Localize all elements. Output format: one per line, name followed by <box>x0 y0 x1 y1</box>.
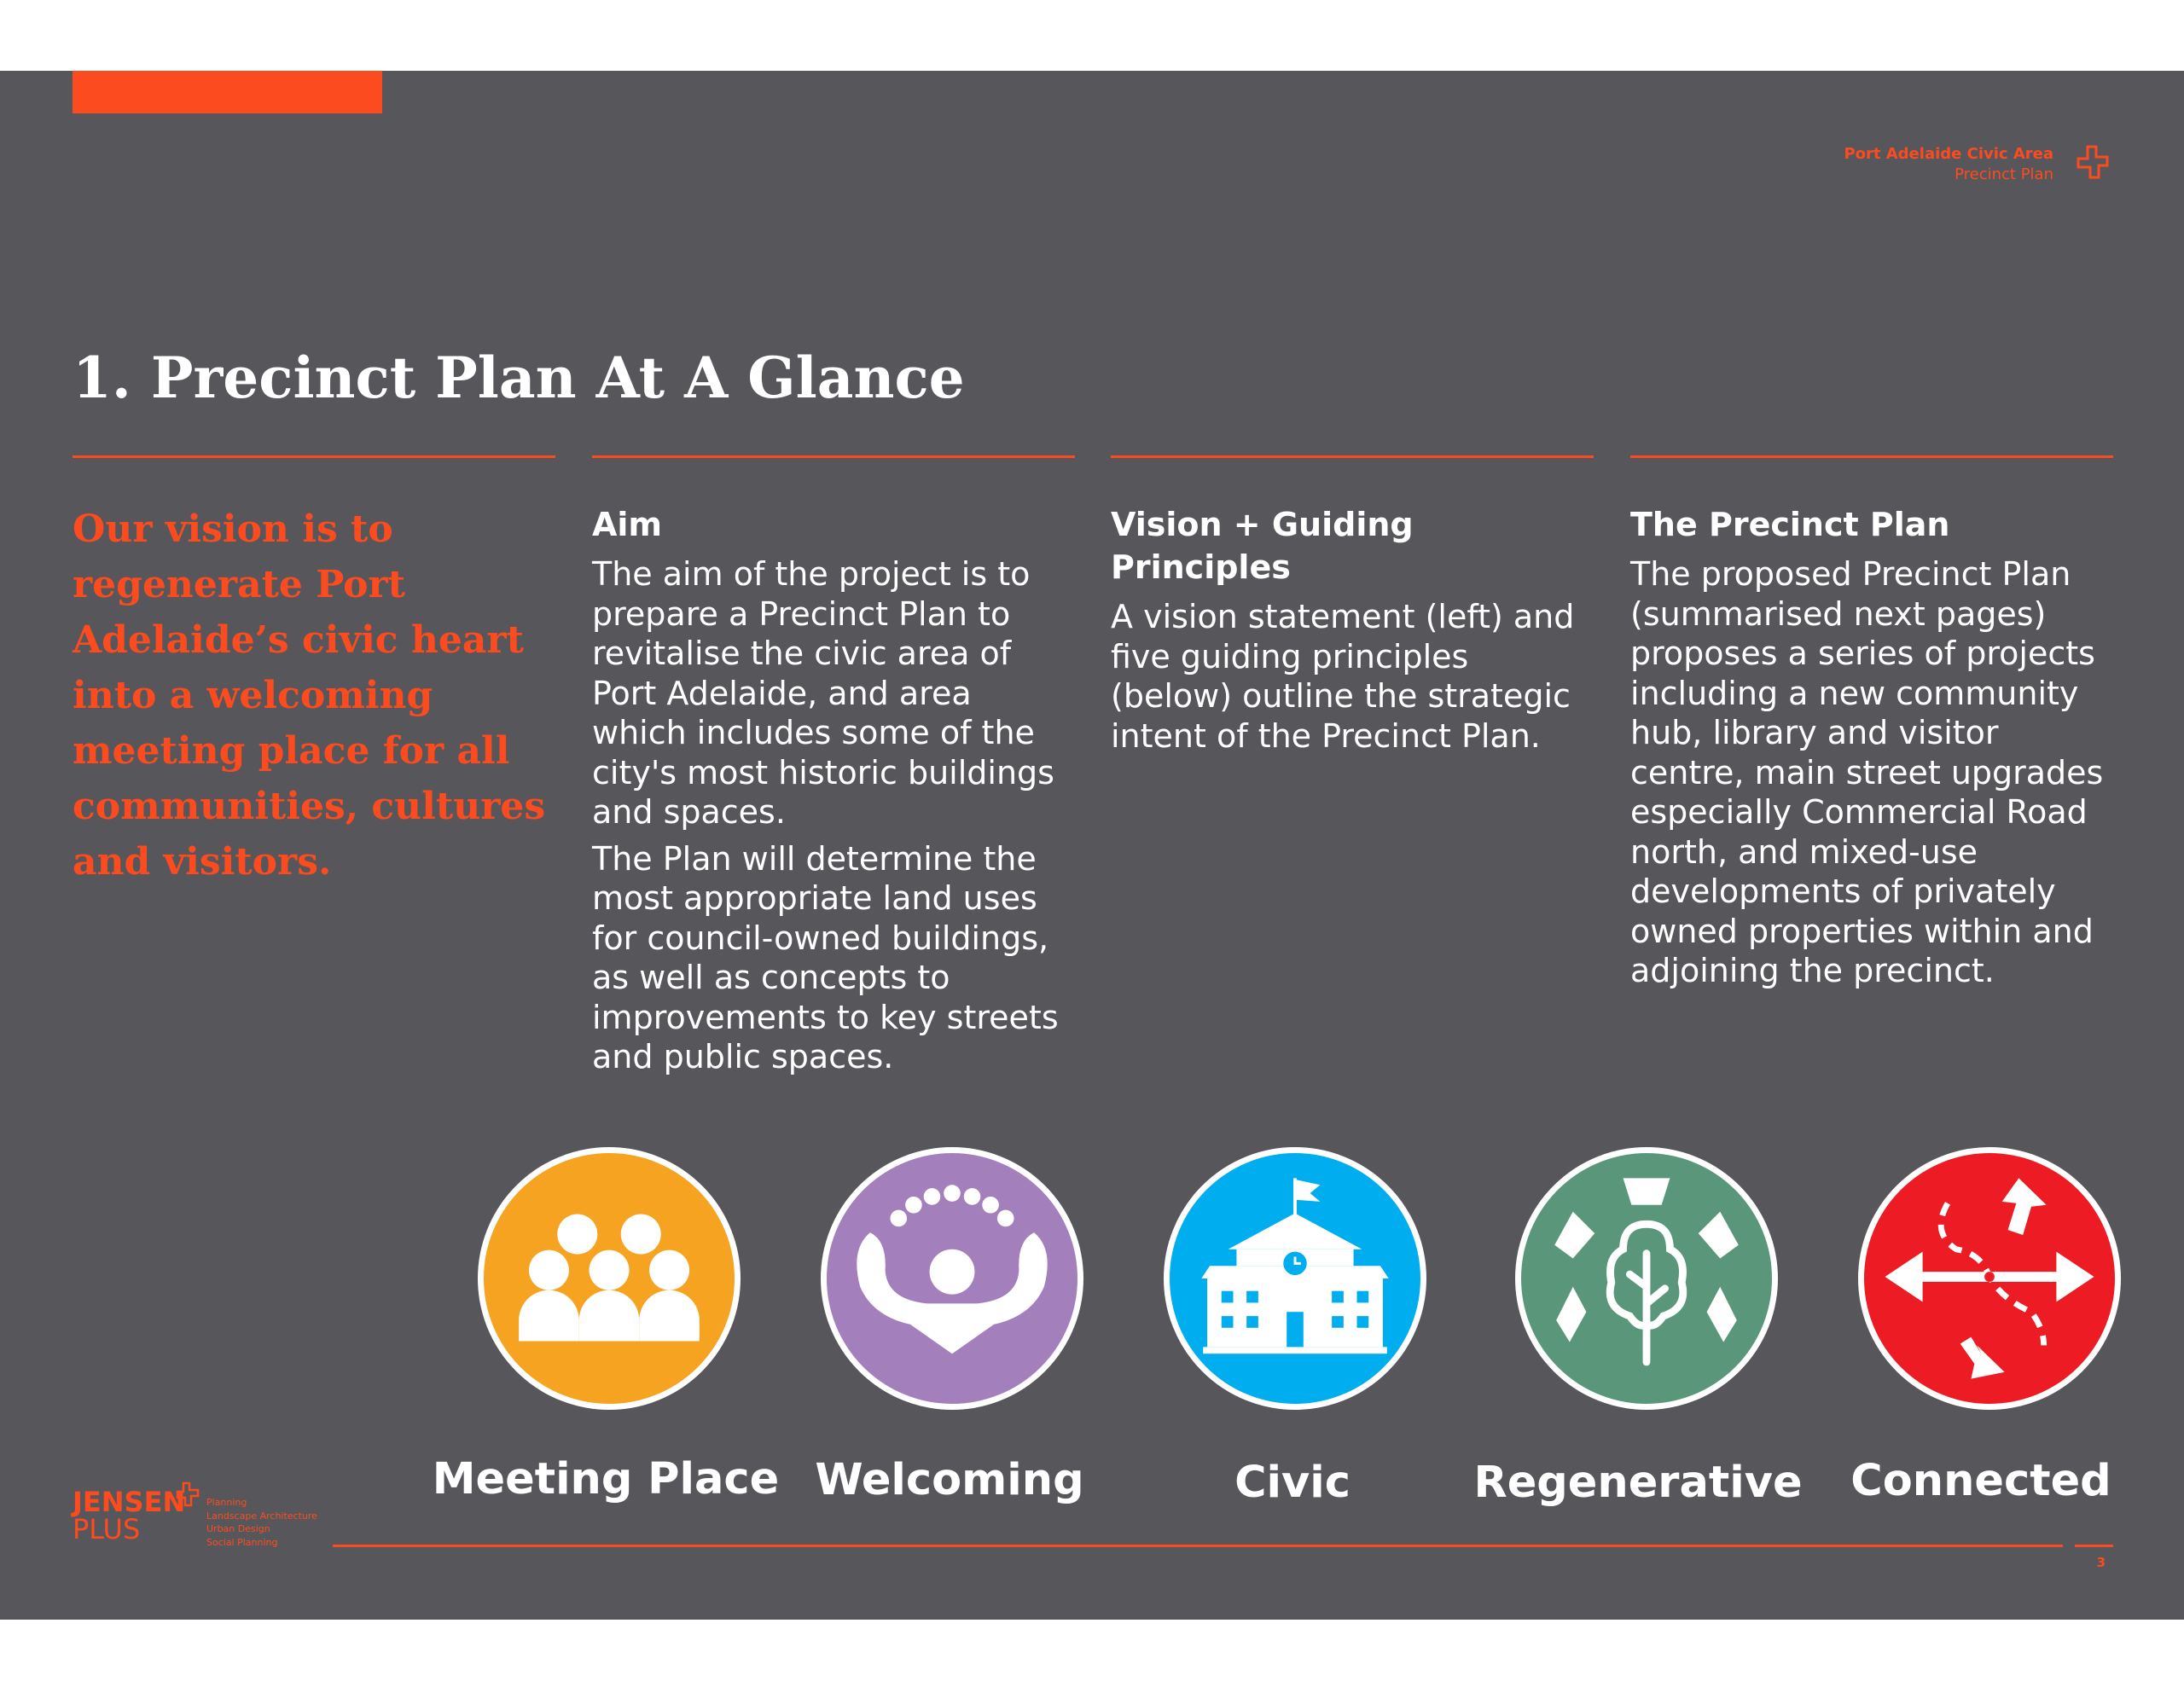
connected-principle <box>1858 1147 2121 1410</box>
divider-1 <box>73 455 555 458</box>
logo-plus-icon <box>175 1481 202 1509</box>
column-heading: The Precinct Plan <box>1630 506 1950 543</box>
header-title <box>1844 144 2053 185</box>
column-paragraph: A vision statement (left) and five guiding principles (below) outline the strategic intent of the Precinct Plan. <box>1111 598 1575 755</box>
principle-label-regenerative: Regenerative <box>1473 1458 1803 1508</box>
logo-tag: Urban Design <box>206 1523 270 1534</box>
header-line-2: Precinct Plan <box>1955 165 2053 183</box>
divider-4 <box>1630 455 2113 458</box>
principle-label-connected: Connected <box>1850 1456 2111 1506</box>
logo-wordmark-line-1: JENSEN <box>73 1486 186 1518</box>
principle-label-meeting-place: Meeting Place <box>432 1454 780 1504</box>
footer-rule-short <box>2075 1545 2113 1547</box>
column-aim <box>592 503 1070 1084</box>
column-precinct-plan <box>1630 503 2113 998</box>
logo-tag: Planning <box>206 1497 247 1508</box>
page-number: 3 <box>2096 1555 2106 1570</box>
regenerative-principle <box>1515 1147 1778 1410</box>
welcoming-principle <box>821 1147 1083 1410</box>
logo-tag: Social Planning <box>206 1536 278 1548</box>
column-paragraph: The proposed Precinct Plan (summarised next pages) proposes a series of projects including a new community hub, library and visitor centre, main street upgrades especially Commercial Road north, and mixed-use developments of privately owned properties within and adjoining the precinct. <box>1630 555 2104 989</box>
column-paragraph: The aim of the project is to prepare a Precinct Plan to revitalise the civic area of Port Adelaide, and area which includes some of the city's most historic buildings and spaces. <box>592 555 1054 831</box>
logo-tagline <box>206 1496 317 1549</box>
header-line-1: Port Adelaide Civic Area <box>1844 145 2053 163</box>
meeting-place-principle <box>478 1147 741 1410</box>
civic-building-icon <box>1170 1153 1420 1404</box>
principle-label-civic: Civic <box>1234 1458 1350 1508</box>
logo-tag: Landscape Architecture <box>206 1510 317 1522</box>
footer-rule <box>333 1545 2063 1547</box>
civic-principle <box>1164 1147 1426 1410</box>
column-paragraph: The Plan will determine the most appropriate land uses for council-owned buildings, as well as concepts to improvements to key streets and public spaces. <box>592 839 1059 1075</box>
divider-3 <box>1111 455 1594 458</box>
column-heading: Vision + Guiding Principles <box>1111 506 1414 586</box>
welcoming-arms-icon <box>827 1153 1077 1404</box>
plus-logo-icon <box>2075 145 2114 184</box>
people-group-icon <box>484 1153 735 1404</box>
tree-icon <box>1521 1153 1772 1404</box>
column-heading: Aim <box>592 506 663 543</box>
slide <box>0 71 2184 1620</box>
logo-wordmark-line-2: PLUS <box>73 1513 141 1545</box>
vision-statement: Our vision is to regenerate Port Adelaide’s civic heart into a welcoming meeting place for all communities, cultures and visitors. <box>73 507 546 884</box>
page-title: 1. Precinct Plan At A Glance <box>73 345 965 411</box>
jensen-plus-logo <box>73 1487 328 1563</box>
connected-arrows-icon <box>1864 1153 2115 1404</box>
column-vision-principles <box>1111 503 1589 762</box>
principle-label-welcoming: Welcoming <box>815 1455 1084 1505</box>
accent-bar <box>73 71 382 113</box>
divider-2 <box>592 455 1075 458</box>
